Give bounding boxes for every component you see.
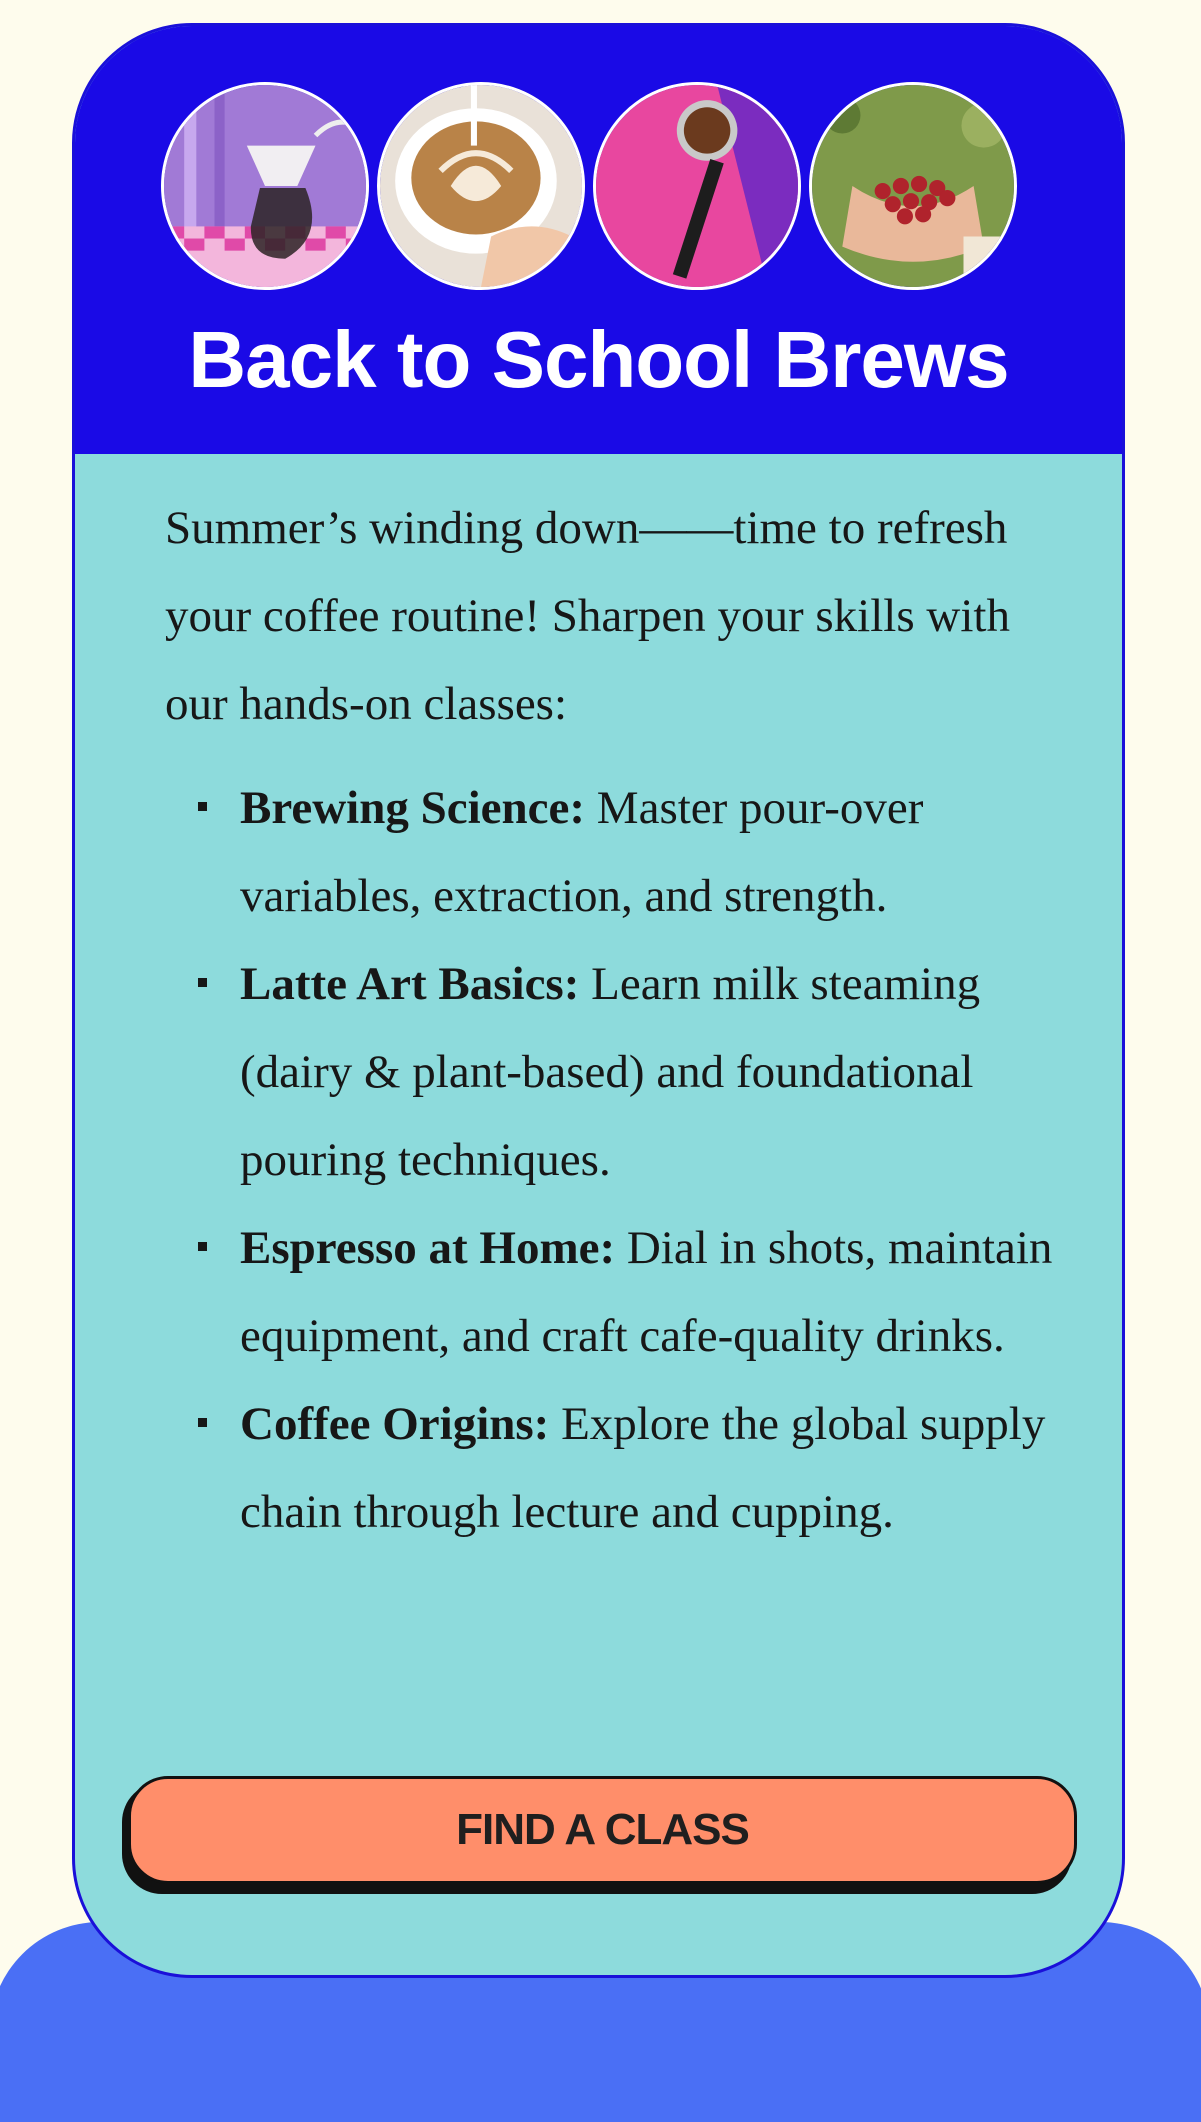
- bullet-icon: [198, 1418, 207, 1427]
- pour-over-coffee-photo: [161, 82, 369, 290]
- promo-card: [72, 23, 1125, 1978]
- find-a-class-button[interactable]: FIND A CLASS: [128, 1776, 1077, 1884]
- bullet-icon: [198, 1242, 207, 1251]
- photo-row: [161, 82, 1017, 290]
- class-name: Espresso at Home:: [240, 1222, 616, 1274]
- card-content: [165, 484, 1065, 1556]
- espresso-portafilter-photo: [593, 82, 801, 290]
- latte-art-photo: [377, 82, 585, 290]
- card-header: [75, 26, 1122, 454]
- list-item: [165, 940, 1065, 1204]
- intro-text: Summer’s winding down——time to refresh your coffee routine! Sharpen your skills with our hands-on classes:: [165, 502, 1010, 730]
- class-name: Brewing Science:: [240, 782, 586, 834]
- bullet-icon: [198, 802, 207, 811]
- class-description: Explore the global supply chain through lecture and cupping.: [240, 1398, 1046, 1538]
- class-name: Latte Art Basics:: [240, 958, 580, 1010]
- class-description: Dial in shots, maintain equipment, and craft cafe-quality drinks.: [240, 1222, 1053, 1362]
- class-name: Coffee Origins:: [240, 1398, 550, 1450]
- coffee-cherries-photo: [809, 82, 1017, 290]
- list-item: [165, 764, 1065, 940]
- class-list: [165, 764, 1065, 1556]
- page-title: Back to School Brews: [188, 315, 1009, 404]
- bullet-icon: [198, 978, 207, 987]
- class-description: Master pour-over variables, extraction, and strength.: [240, 782, 924, 922]
- list-item: [165, 1204, 1065, 1380]
- list-item: [165, 1380, 1065, 1556]
- class-description: Learn milk steaming (dairy & plant-based) and foundational pouring techniques.: [240, 958, 981, 1186]
